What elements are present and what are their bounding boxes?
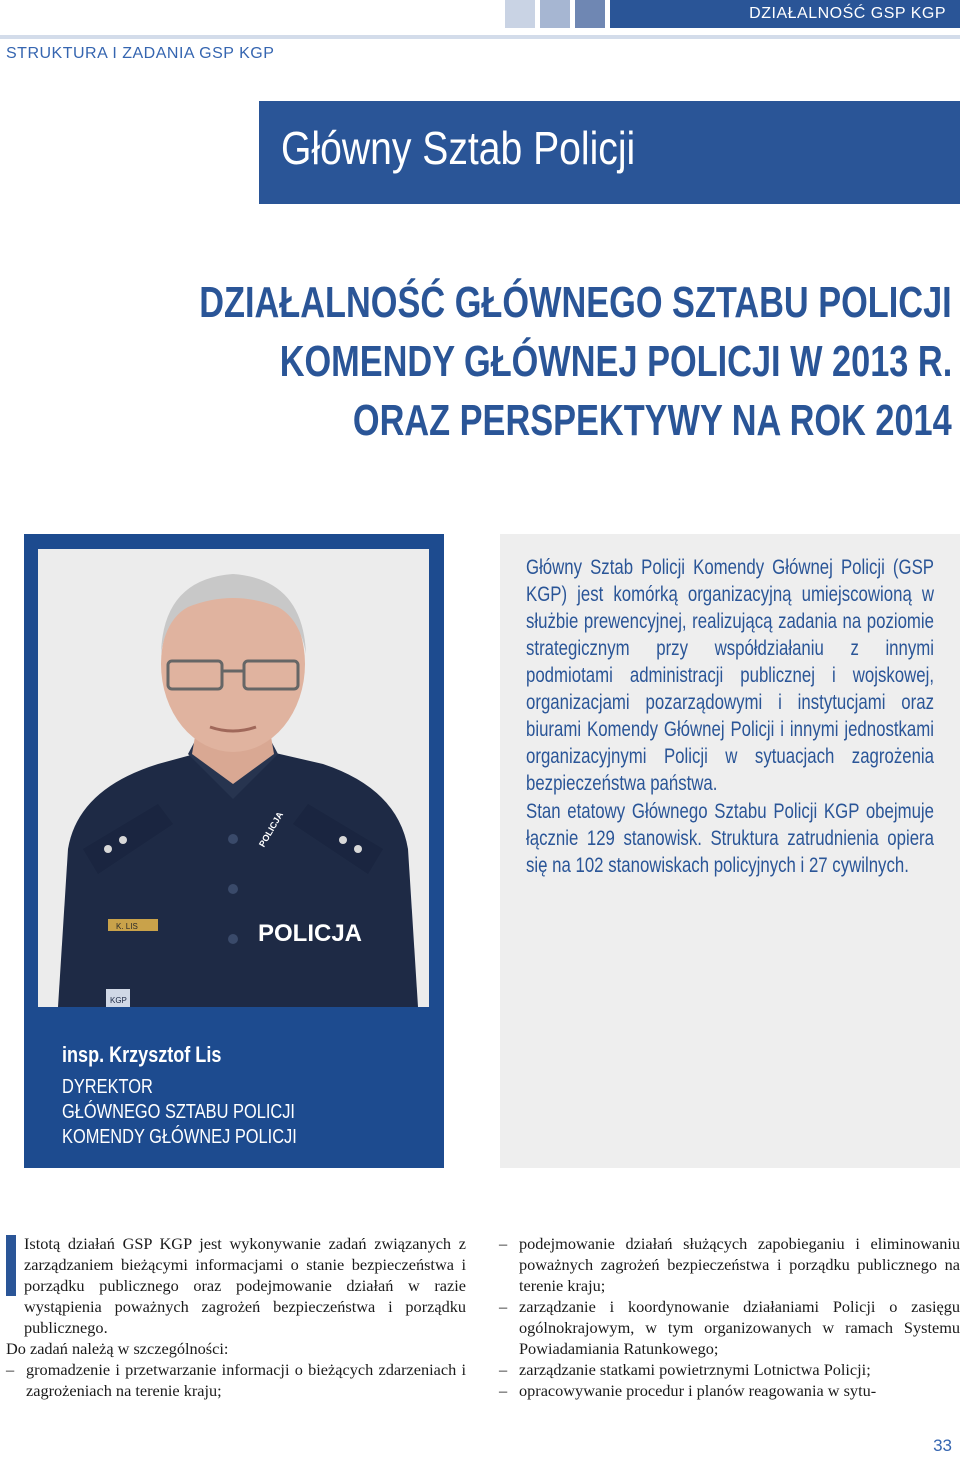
decor-square-medium [540, 0, 570, 28]
intro-paragraph-2: Stan etatowy Głównego Sztabu Policji KGP obejmuje łącznie 129 stanowisk. Struktura zatrudnienia opiera się na 102 stanowiskach policyjnych i 27 cywilnych. [526, 800, 934, 877]
tasks-intro: Do zadań należą w szczególności: [6, 1339, 229, 1358]
structure-label: STRUKTURA I ZADANIA GSP KGP [6, 45, 275, 62]
list-item-text: zarządzanie i koordynowanie działaniami Policji o zasięgu ogólnokrajowym, w tym organizowanych w ramach Systemu Powiadamiania Ratunkowego; [519, 1297, 960, 1358]
headline-line-1: DZIAŁALNOŚĆ GŁÓWNEGO SZTABU POLICJI [199, 278, 952, 327]
list-item-text: gromadzenie i przetwarzanie informacji o bieżących zdarzeniach i zagrożeniach na terenie kraju; [26, 1360, 466, 1400]
decor-square-dark [575, 0, 605, 28]
uniform-shoulder-text: POLICJA [256, 809, 286, 849]
list-item [499, 1380, 960, 1401]
person-name: insp. Krzysztof Lis [62, 1042, 222, 1067]
person-title-line-3: KOMENDY GŁÓWNEJ POLICJI [62, 1126, 297, 1148]
uniform-name-tag: K. LIS [116, 922, 138, 931]
list-item-text: podejmowanie działań służących zapobieganiu i eliminowaniu poważnych zagrożeń bezpieczeństwa i porządku publicznego na terenie kraju; [519, 1234, 960, 1295]
profile-card [24, 534, 444, 1168]
bullet-dash: – [6, 1360, 15, 1379]
bullet-dash: – [499, 1234, 508, 1253]
section-tab [610, 0, 960, 28]
list-item [499, 1296, 960, 1359]
banner-title: Główny Sztab Policji [281, 122, 636, 174]
list-item-text: zarządzanie statkami powietrznymi Lotnictwa Policji; [519, 1360, 871, 1379]
lead-text: Istotą działań GSP KGP jest wykonywanie zadań związanych z zarządzaniem bieżącymi informacjami o stanie bezpieczeństwa i porządku publicznego oraz podejmowanie działań w razie wystąpienia poważnych zagrożeń bezpieczeństwa i porządku publicznego. [24, 1234, 466, 1337]
page-number: 33 [933, 1436, 952, 1455]
bullet-dash: – [499, 1297, 508, 1316]
uniform-id-badge: KGP [110, 996, 127, 1005]
portrait-photo [38, 549, 429, 1007]
intro-paragraph-1: Główny Sztab Policji Komendy Głównej Policji (GSP KGP) jest komórką organizacyjną umiejscowioną w służbie prewencyjnej, realizującą zadania na poziomie strategicznym przy współdziałaniu z innymi podmiotami administracji publicznej i wojskowej, organizacjami pozarządowymi i instytucjami oraz biurami Komendy Głównej Policji i innymi jednostkami organizacyjnymi Policji w sytuacjach zagrożenia bezpieczeństwa państwa. [526, 556, 934, 795]
headline-line-3: ORAZ PERSPEKTYWY NA ROK 2014 [353, 396, 952, 445]
person-title-line-2: GŁÓWNEGO SZTABU POLICJI [62, 1101, 295, 1123]
drop-cap-bar [6, 1235, 16, 1296]
uniform-badge-text: POLICJA [258, 920, 363, 947]
list-item [6, 1359, 466, 1401]
title-banner [259, 101, 960, 204]
intro-box [500, 534, 960, 1168]
intro-text [526, 554, 934, 880]
list-item [499, 1359, 960, 1380]
bullet-dash: – [499, 1360, 508, 1379]
list-item-text: opracowywanie procedur i planów reagowania w sytu- [519, 1381, 877, 1400]
lead-paragraph [6, 1233, 466, 1338]
decor-square-light [505, 0, 535, 28]
header-rule [0, 35, 960, 39]
bullet-dash: – [499, 1381, 508, 1400]
headline-line-2: KOMENDY GŁÓWNEJ POLICJI W 2013 R. [279, 337, 952, 386]
list-item [499, 1233, 960, 1296]
portrait-illustration [38, 549, 429, 1007]
person-title-line-1: DYREKTOR [62, 1076, 153, 1098]
section-tab-label: DZIAŁALNOŚĆ GSP KGP [749, 5, 946, 22]
body-column-left [6, 1233, 466, 1401]
body-column-right [499, 1233, 960, 1401]
